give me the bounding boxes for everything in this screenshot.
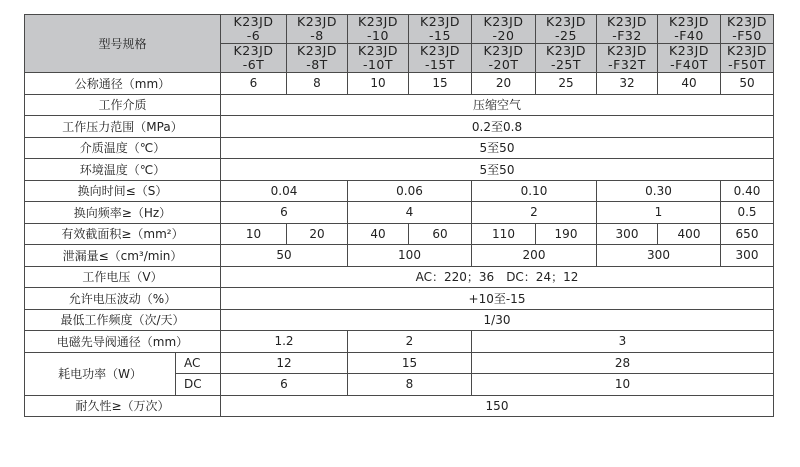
model-cell bbox=[721, 44, 774, 73]
row-power-ac bbox=[25, 352, 774, 374]
value-cell: 1/30 bbox=[221, 309, 774, 331]
row-label: 换向时间≤（S） bbox=[25, 180, 221, 202]
model-cell bbox=[409, 44, 472, 73]
power-dc-label: DC bbox=[176, 374, 221, 396]
model-name-line: K23JD bbox=[297, 14, 337, 29]
model-suffix-line: -F50T bbox=[728, 57, 766, 72]
value-cell: 压缩空气 bbox=[221, 94, 774, 116]
value-cell: 8 bbox=[287, 73, 348, 95]
value-cell: 25 bbox=[536, 73, 597, 95]
row-label: 工作介质 bbox=[25, 94, 221, 116]
model-cell bbox=[287, 44, 348, 73]
value-cell: AC：220；36 DC：24；12 bbox=[221, 266, 774, 288]
model-suffix-line: -F40 bbox=[674, 28, 704, 43]
row-area bbox=[25, 223, 774, 245]
model-name-line: K23JD bbox=[297, 43, 337, 58]
model-suffix-line: -10T bbox=[362, 57, 394, 72]
value-cell: 6 bbox=[221, 202, 348, 224]
row-label: 有效截面积≥（mm²） bbox=[25, 223, 221, 245]
model-cell bbox=[536, 15, 597, 44]
row-label: 耐久性≥（万次） bbox=[25, 395, 221, 417]
model-suffix-line: -8T bbox=[306, 57, 328, 72]
value-cell: 0.30 bbox=[597, 180, 721, 202]
value-cell: 190 bbox=[536, 223, 597, 245]
row-switch-time bbox=[25, 180, 774, 202]
model-cell bbox=[597, 15, 658, 44]
row-label: 最低工作频度（次/天） bbox=[25, 309, 221, 331]
value-cell: 300 bbox=[597, 223, 658, 245]
value-cell: 20 bbox=[472, 73, 536, 95]
value-cell: 60 bbox=[409, 223, 472, 245]
model-name-line: K23JD bbox=[358, 14, 398, 29]
model-name-line: K23JD bbox=[669, 43, 709, 58]
model-cell bbox=[472, 15, 536, 44]
row-label: 泄漏量≤（cm³/min） bbox=[25, 245, 221, 267]
row-medium bbox=[25, 94, 774, 116]
model-suffix-line: -F32 bbox=[612, 28, 642, 43]
row-label: 介质温度（℃） bbox=[25, 137, 221, 159]
model-suffix-line: -F50 bbox=[732, 28, 762, 43]
row-label: 工作压力范围（MPa） bbox=[25, 116, 221, 138]
model-name-line: K23JD bbox=[233, 14, 274, 29]
value-cell: 400 bbox=[658, 223, 721, 245]
value-cell: 0.10 bbox=[472, 180, 597, 202]
value-cell: 6 bbox=[221, 73, 287, 95]
model-suffix-line: -8 bbox=[310, 28, 324, 43]
model-suffix-line: -6 bbox=[246, 28, 261, 43]
model-cell bbox=[658, 44, 721, 73]
model-name-line: K23JD bbox=[607, 43, 647, 58]
model-suffix-line: -20T bbox=[488, 57, 519, 72]
value-cell: 50 bbox=[221, 245, 348, 267]
value-cell: 20 bbox=[287, 223, 348, 245]
header-title: 型号规格 bbox=[25, 15, 221, 73]
row-medium-temp bbox=[25, 137, 774, 159]
model-cell bbox=[221, 44, 287, 73]
model-suffix-line: -25T bbox=[550, 57, 582, 72]
model-name-line: K23JD bbox=[727, 43, 767, 58]
value-cell: 650 bbox=[721, 223, 774, 245]
value-cell: 15 bbox=[348, 352, 472, 374]
value-cell: 2 bbox=[348, 331, 472, 353]
model-suffix-line: -F32T bbox=[608, 57, 646, 72]
value-cell: 3 bbox=[472, 331, 774, 353]
model-name-line: K23JD bbox=[420, 43, 460, 58]
value-cell: +10至-15 bbox=[221, 288, 774, 310]
model-name-line: K23JD bbox=[727, 14, 767, 29]
model-name-line: K23JD bbox=[669, 14, 709, 29]
model-cell bbox=[658, 15, 721, 44]
row-voltage bbox=[25, 266, 774, 288]
model-name-line: K23JD bbox=[607, 14, 647, 29]
model-suffix-line: -10 bbox=[367, 28, 389, 43]
row-label: 换向频率≥（Hz） bbox=[25, 202, 221, 224]
value-cell: 0.04 bbox=[221, 180, 348, 202]
model-cell bbox=[348, 15, 409, 44]
value-cell: 10 bbox=[472, 374, 774, 396]
value-cell: 0.5 bbox=[721, 202, 774, 224]
row-frequency bbox=[25, 202, 774, 224]
value-cell: 6 bbox=[221, 374, 348, 396]
row-fluctuation bbox=[25, 288, 774, 310]
row-durability bbox=[25, 395, 774, 417]
model-name-line: K23JD bbox=[546, 14, 586, 29]
model-cell bbox=[536, 44, 597, 73]
value-cell: 12 bbox=[221, 352, 348, 374]
row-pilot bbox=[25, 331, 774, 353]
value-cell: 4 bbox=[348, 202, 472, 224]
row-label: 允许电压波动（%） bbox=[25, 288, 221, 310]
value-cell: 5至50 bbox=[221, 159, 774, 181]
row-nominal bbox=[25, 73, 774, 95]
value-cell: 28 bbox=[472, 352, 774, 374]
value-cell: 110 bbox=[472, 223, 536, 245]
value-cell: 40 bbox=[348, 223, 409, 245]
spec-table bbox=[24, 14, 774, 417]
value-cell: 2 bbox=[472, 202, 597, 224]
model-cell bbox=[348, 44, 409, 73]
model-name-line: K23JD bbox=[233, 43, 274, 58]
model-cell bbox=[597, 44, 658, 73]
row-leakage bbox=[25, 245, 774, 267]
row-pressure bbox=[25, 116, 774, 138]
value-cell: 300 bbox=[597, 245, 721, 267]
model-suffix-line: -15 bbox=[429, 28, 451, 43]
value-cell: 32 bbox=[597, 73, 658, 95]
model-suffix-line: -F40T bbox=[670, 57, 708, 72]
model-suffix-line: -6T bbox=[242, 57, 265, 72]
model-cell bbox=[721, 15, 774, 44]
row-min-freq bbox=[25, 309, 774, 331]
value-cell: 15 bbox=[409, 73, 472, 95]
value-cell: 5至50 bbox=[221, 137, 774, 159]
model-cell bbox=[221, 15, 287, 44]
model-suffix-line: -15T bbox=[424, 57, 456, 72]
value-cell: 40 bbox=[658, 73, 721, 95]
model-suffix-line: -20 bbox=[492, 28, 515, 43]
value-cell: 0.2至0.8 bbox=[221, 116, 774, 138]
value-cell: 10 bbox=[348, 73, 409, 95]
model-name-line: K23JD bbox=[483, 43, 524, 58]
model-suffix-line: -25 bbox=[555, 28, 577, 43]
row-label: 工作电压（V） bbox=[25, 266, 221, 288]
model-cell bbox=[287, 15, 348, 44]
model-name-line: K23JD bbox=[546, 43, 586, 58]
header-row-1 bbox=[25, 15, 774, 44]
value-cell: 200 bbox=[472, 245, 597, 267]
model-name-line: K23JD bbox=[420, 14, 460, 29]
model-name-line: K23JD bbox=[358, 43, 398, 58]
value-cell: 100 bbox=[348, 245, 472, 267]
row-label: 电磁先导阀通径（mm） bbox=[25, 331, 221, 353]
value-cell: 150 bbox=[221, 395, 774, 417]
value-cell: 8 bbox=[348, 374, 472, 396]
row-label: 耗电功率（W） bbox=[25, 352, 176, 395]
model-cell bbox=[472, 44, 536, 73]
value-cell: 0.06 bbox=[348, 180, 472, 202]
value-cell: 10 bbox=[221, 223, 287, 245]
row-env-temp bbox=[25, 159, 774, 181]
value-cell: 50 bbox=[721, 73, 774, 95]
power-ac-label: AC bbox=[176, 352, 221, 374]
value-cell: 0.40 bbox=[721, 180, 774, 202]
value-cell: 300 bbox=[721, 245, 774, 267]
value-cell: 1.2 bbox=[221, 331, 348, 353]
model-cell bbox=[409, 15, 472, 44]
spec-table-wrapper bbox=[24, 14, 774, 417]
model-name-line: K23JD bbox=[483, 14, 524, 29]
value-cell: 1 bbox=[597, 202, 721, 224]
row-label: 公称通径（mm） bbox=[25, 73, 221, 95]
row-label: 环境温度（℃） bbox=[25, 159, 221, 181]
